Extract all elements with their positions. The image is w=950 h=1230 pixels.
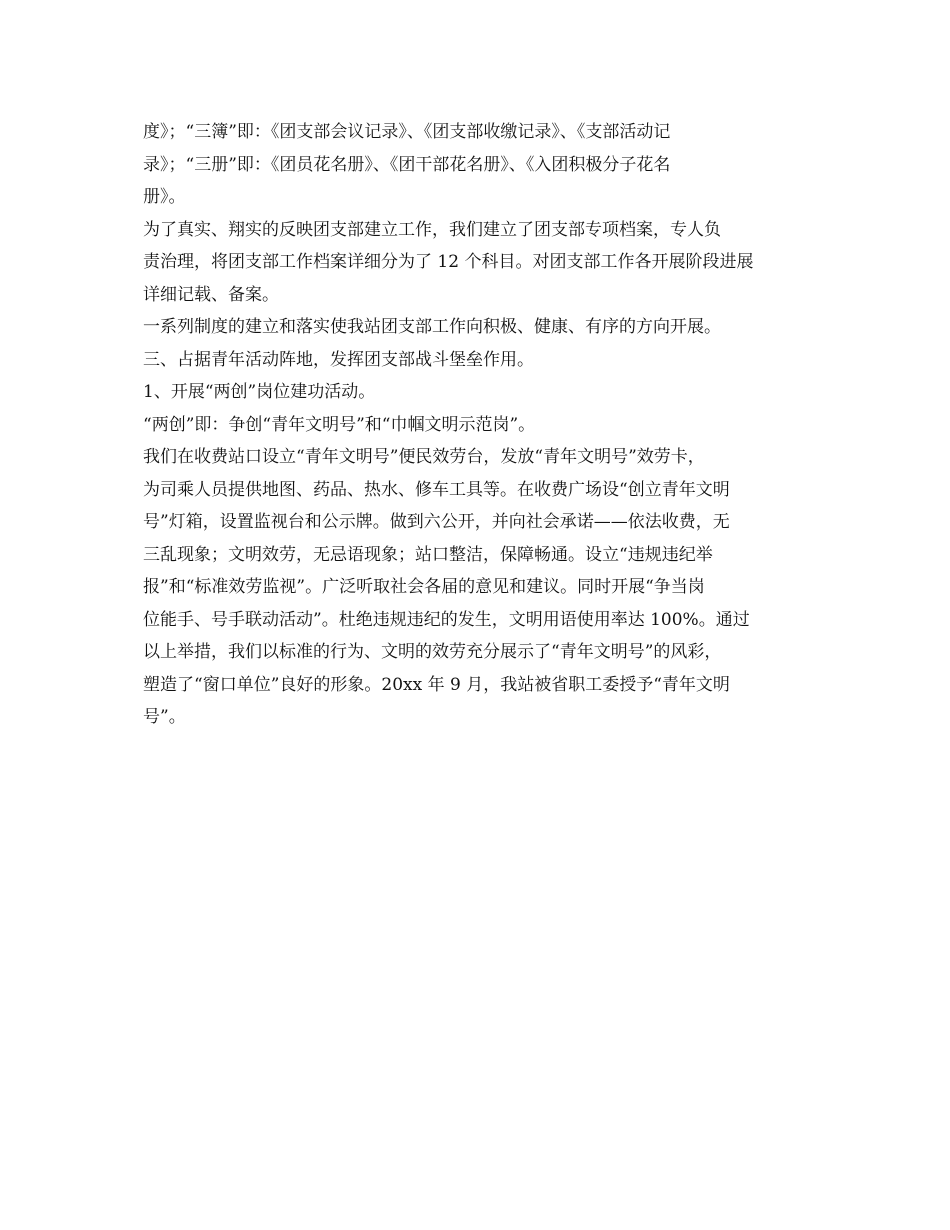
text-line: 度》；“三簿”即：《团支部会议记录》、《团支部收缴记录》、《支部活动记 bbox=[143, 122, 671, 142]
document-body bbox=[143, 116, 808, 734]
text-line: 一系列制度的建立和落实使我站团支部工作向积极、健康、有序的方向开展。 bbox=[143, 317, 721, 337]
text-line: 位能手、号手联动活动”。杜绝违规违纪的发生，文明用语使用率达 100%。通过 bbox=[143, 609, 750, 630]
text-line: 号”。 bbox=[143, 707, 186, 727]
text-line: “两创”即：争创“青年文明号”和“巾帼文明示范岗”。 bbox=[143, 414, 536, 435]
text-line: 为司乘人员提供地图、药品、热水、修车工具等。在收费广场设“创立青年文明 bbox=[143, 479, 730, 500]
text-line: 塑造了“窗口单位”良好的形象。20xx 年 9 月，我站被省职工委授予“青年文明 bbox=[143, 674, 730, 695]
text-line: 我们在收费站口设立“青年文明号”便民效劳台，发放“青年文明号”效劳卡， bbox=[143, 447, 705, 467]
text-line: 三乱现象；文明效劳，无忌语现象；站口整洁，保障畅通。设立“违规违纪举 bbox=[143, 544, 713, 565]
text-line: 为了真实、翔实的反映团支部建立工作，我们建立了团支部专项档案，专人负 bbox=[143, 219, 721, 240]
text-line: 报”和“标准效劳监视”。广泛听取社会各届的意见和建议。同时开展“争当岗 bbox=[143, 577, 705, 597]
text-line: 号”灯箱，设置监视台和公示牌。做到六公开，并向社会承诺——依法收费，无 bbox=[143, 512, 730, 532]
text-line: 册》。 bbox=[143, 187, 186, 207]
section-heading: 三、占据青年活动阵地，发挥团支部战斗堡垒作用。 bbox=[143, 349, 534, 370]
subsection-heading: 1、开展“两创”岗位建功活动。 bbox=[143, 382, 376, 402]
text-line: 录》；“三册”即：《团员花名册》、《团干部花名册》、《入团积极分子花名 bbox=[143, 154, 671, 175]
text-line: 责治理，将团支部工作档案详细分为了 12 个科目。对团支部工作各开展阶段进展 bbox=[143, 252, 754, 272]
text-line: 以上举措，我们以标准的行为、文明的效劳充分展示了“青年文明号”的风彩， bbox=[143, 642, 722, 662]
text-line: 详细记载、备案。 bbox=[143, 284, 279, 305]
